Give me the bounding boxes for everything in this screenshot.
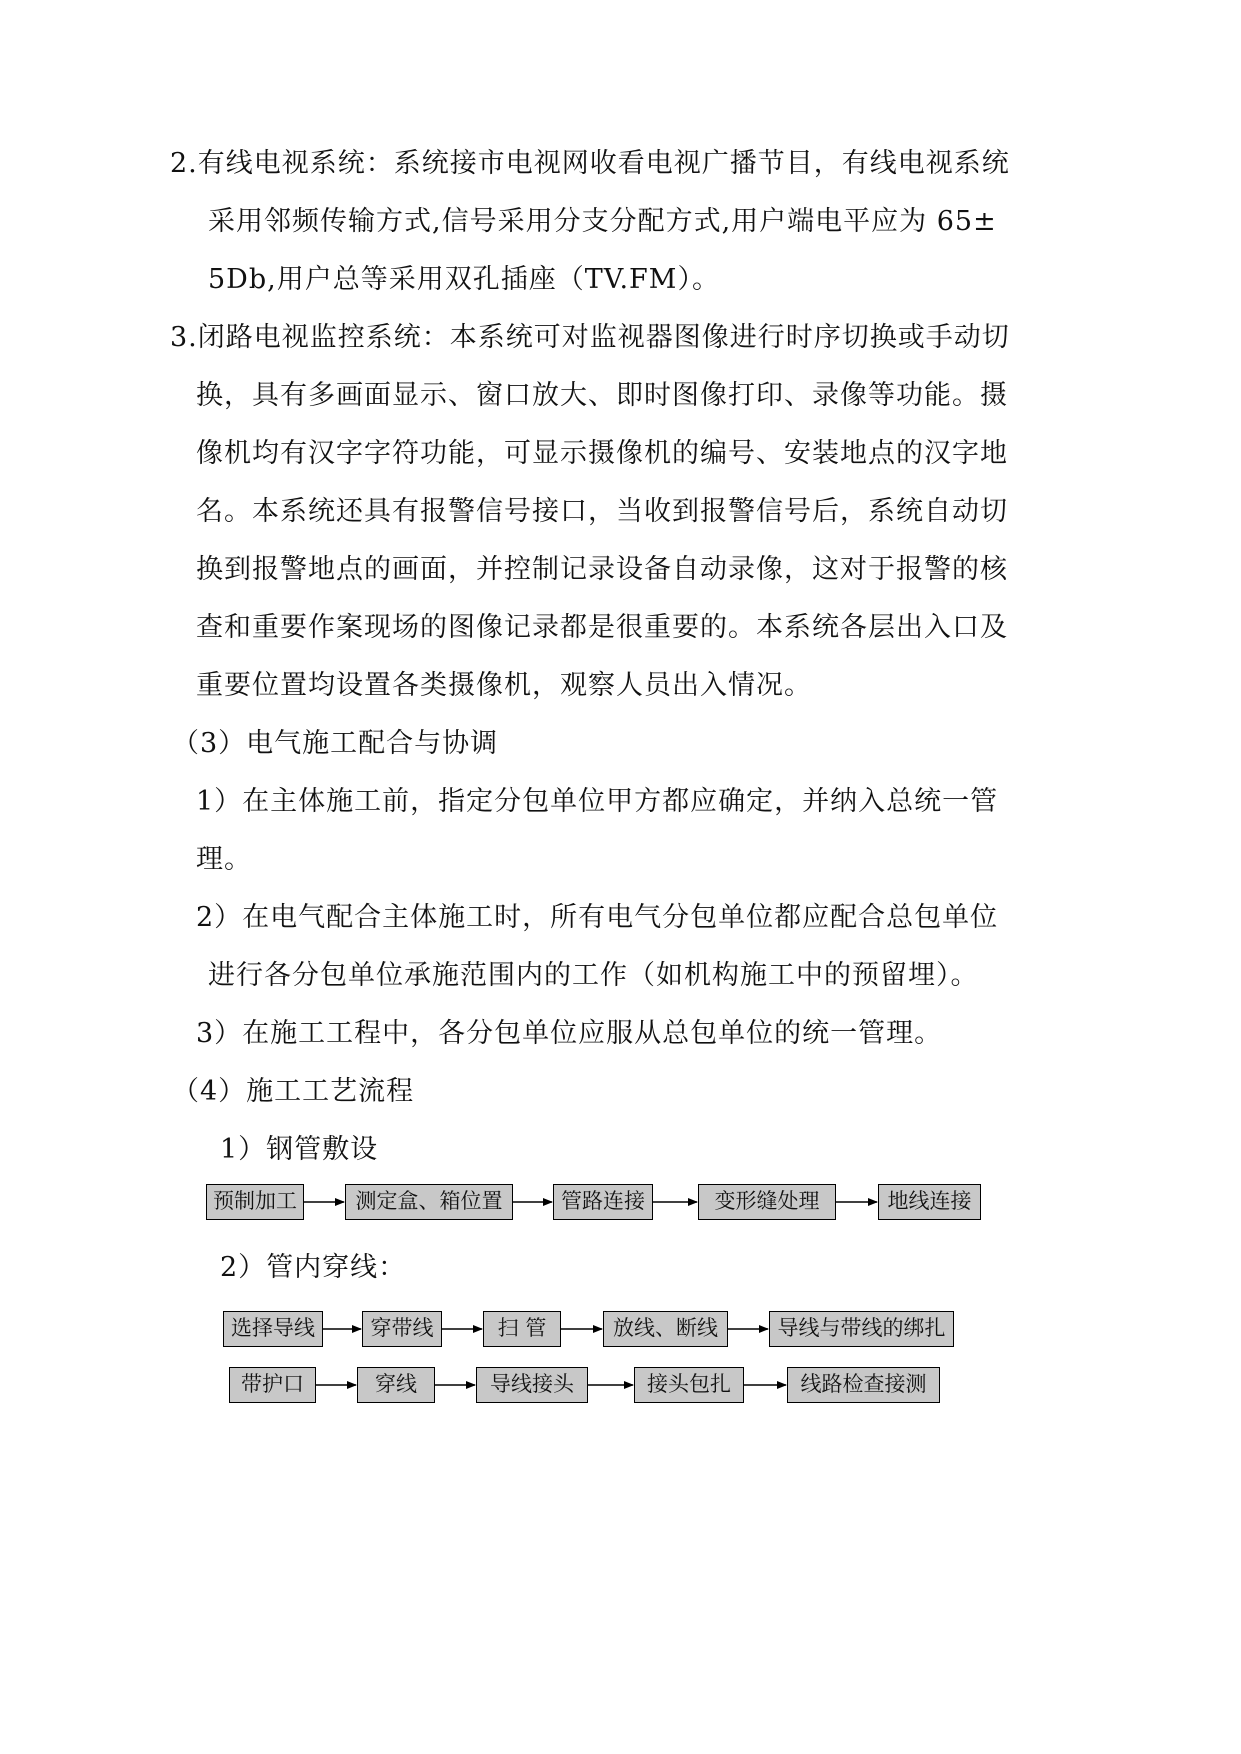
paragraph-line: 3.闭路电视监控系统：本系统可对监视器图像进行时序切换或手动切 <box>170 322 1010 353</box>
paragraph-line: 名。本系统还具有报警信号接口，当收到报警信号后，系统自动切 <box>196 496 1008 527</box>
flow1-step-ground-connection: 地线连接 <box>878 1184 981 1220</box>
paragraph-line: 2）在电气配合主体施工时，所有电气分包单位都应配合总包单位 <box>196 902 999 933</box>
flow2-step-pull-wire: 穿线 <box>357 1367 435 1403</box>
paragraph-line: 3）在施工工程中，各分包单位应服从总包单位的统一管理。 <box>196 1018 943 1049</box>
paragraph-line: 查和重要作案现场的图像记录都是很重要的。本系统各层出入口及 <box>196 612 1008 643</box>
flow2-step-bind-wire: 导线与带线的绑扎 <box>769 1311 954 1347</box>
flow1-step-box-positioning: 测定盒、箱位置 <box>345 1184 513 1220</box>
paragraph-line: 重要位置均设置各类摄像机，观察人员出入情况。 <box>196 670 812 701</box>
paragraph-line: 1）在主体施工前，指定分包单位甲方都应确定，并纳入总统一管 <box>196 786 999 817</box>
flow2-step-select-wire: 选择导线 <box>223 1311 323 1347</box>
paragraph-line: 换到报警地点的画面，并控制记录设备自动录像，这对于报警的核 <box>196 554 1008 585</box>
flow2-step-line-test: 线路检查接测 <box>787 1367 940 1403</box>
flow2-step-bushing: 带护口 <box>229 1367 316 1403</box>
flow1-step-prefabrication: 预制加工 <box>206 1184 304 1220</box>
paragraph-line: 进行各分包单位承施范围内的工作（如机构施工中的预留埋）。 <box>208 960 979 991</box>
section-heading: （4）施工工艺流程 <box>172 1076 415 1107</box>
paragraph-line: 5Db,用户总等采用双孔插座（TV.FM）。 <box>208 264 720 295</box>
flow1-step-pipe-connection: 管路连接 <box>553 1184 653 1220</box>
flow2-step-payout-cut: 放线、断线 <box>603 1311 728 1347</box>
section-heading: （3）电气施工配合与协调 <box>172 728 499 759</box>
flow2-step-thread-leader: 穿带线 <box>362 1311 442 1347</box>
paragraph-line: 换，具有多画面显示、窗口放大、即时图像打印、录像等功能。摄 <box>196 380 1008 411</box>
flow2-step-splice-wrap: 接头包扎 <box>634 1367 744 1403</box>
paragraph-line: 2.有线电视系统：系统接市电视网收看电视广播节目，有线电视系统 <box>170 148 1010 179</box>
flow2-step-wire-splice: 导线接头 <box>476 1367 588 1403</box>
subsection-heading: 2）管内穿线： <box>220 1252 407 1283</box>
paragraph-line: 像机均有汉字字符功能，可显示摄像机的编号、安装地点的汉字地 <box>196 438 1008 469</box>
flow1-step-joint-treatment: 变形缝处理 <box>698 1184 836 1220</box>
subsection-heading: 1）钢管敷设 <box>220 1134 379 1165</box>
paragraph-line: 理。 <box>196 844 252 875</box>
paragraph-line: 采用邻频传输方式,信号采用分支分配方式,用户端电平应为 65± <box>208 206 997 237</box>
flow2-step-clean-pipe: 扫 管 <box>483 1311 561 1347</box>
